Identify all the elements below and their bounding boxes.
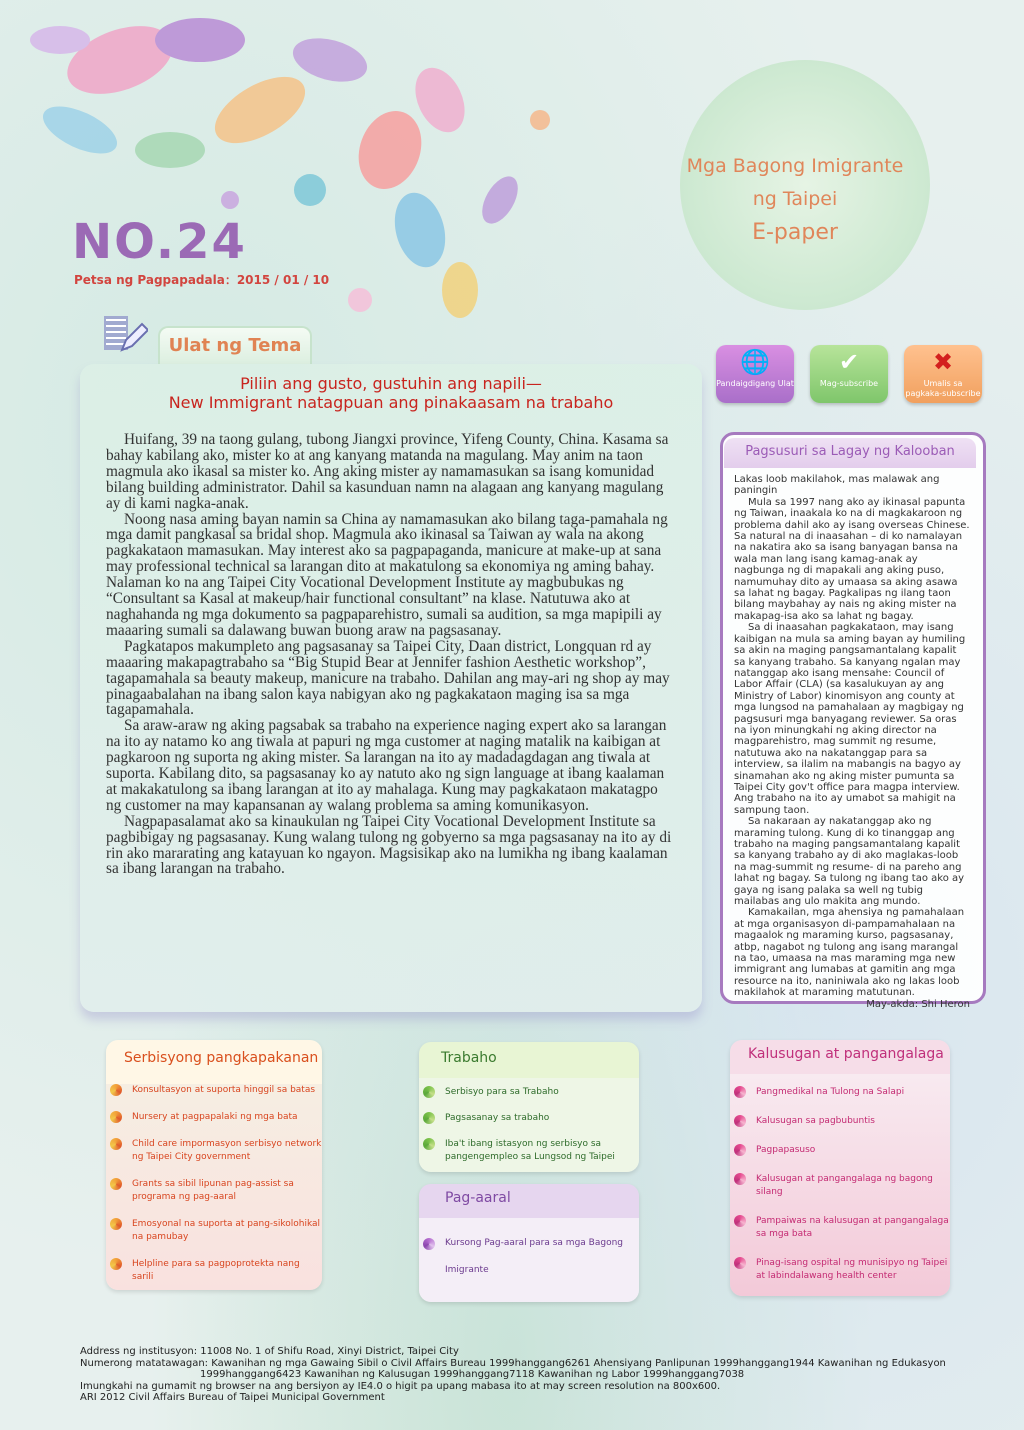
job-box xyxy=(419,1042,639,1172)
issue-date: Petsa ng Pagpapadala：2015 / 01 / 10 xyxy=(74,273,330,287)
footer xyxy=(80,1346,980,1404)
health-link-label: Pagpapasuso xyxy=(756,1145,816,1155)
health-link[interactable] xyxy=(730,1144,950,1157)
sentiment-paragraph: Kamakailan, mga ahensiya ng pamahalaan at mga organisasyon di-pampamahalaan na magaalok ng maraming kurso, pagsasanay, atbp, nagabot ng tulong ang isang marangal na tao, umaasa na mas maraming mga new immigrant ang lumabas at gamitin ang mga resource na ito, naniniwala ako ng lakas loob makilahok at maraming matutunan. xyxy=(734,907,965,999)
article-paragraph: Pagkatapos makumpleto ang pagsasanay sa Taipei City, Daan district, Longquan rd ay maaaring makapagtrabaho sa “Big Stupid Bear at Jennifer fashion Aesthetic workshop”, tagapamahala sa beauty makeup, manicure na trabaho. Dahilan ang may-ari ng shop ay may pinagaabalahan na ibang salon kaya nabigyan ako ng pagkakataon maging isa sa mga tagapamahala. xyxy=(106,637,670,719)
health-link[interactable] xyxy=(730,1086,950,1099)
flower-icon xyxy=(734,1144,746,1156)
welfare-link-label: Helpline para sa pagpoprotekta nang sarili xyxy=(132,1259,300,1282)
welfare-link-label: Child care impormasyon serbisyo network ng Taipei City government xyxy=(132,1139,322,1162)
decorative-splash-art xyxy=(0,0,640,360)
flower-icon xyxy=(110,1138,122,1150)
site-title-epaper: E-paper xyxy=(752,220,838,245)
pencil-icon xyxy=(100,310,148,358)
education-box xyxy=(419,1184,639,1302)
flower-icon xyxy=(734,1115,746,1127)
sentiment-body xyxy=(734,474,970,1010)
sentiment-paragraph: Lakas loob makilahok, mas malawak ang paningin xyxy=(734,474,940,497)
footer-phones: Numerong matatawagan: Kawanihan ng mga Gawaing Sibil o Civil Affairs Bureau 1999hanggang6261 Ahensiyang Panlipunan 1999hanggang1944 Kawanihan ng Edukasyon xyxy=(80,1357,946,1369)
health-link[interactable] xyxy=(730,1173,950,1199)
article-paragraph: Nagpapasalamat ako sa kinaukulan ng Taipei City Vocational Development Institute sa pagbibigay ng pagsasanay. Kung walang tulong ng gobyerno sa mga pagsasanay na ito ay di rin ako mararating ang katayuan ko ngayon. Magsisikap ako na lumikha ng ibang kaalaman sa ibang larangan na trabaho. xyxy=(106,812,672,878)
site-title-line1: Mga Bagong Imigrante xyxy=(686,155,904,177)
sentiment-paragraph: Sa di inaasahan pagkakataon, may isang kaibigan na mula sa aming bayan ay humiling sa akin na maging pangsamantalang kapalit sa kanyang trabaho. Sa kanyang ngalan may natanggap ako isang mensahe: Council of Labor Affair (CLA) (sa kasalukuyan ay ang Ministry of Labor) kinomisyon ang county at mga lungsod na pamahalaan ay magbigay ng pagsusuri mga banyagang reviewer. Sa oras na iyon minungkahi ng aking director na magparehistro, mag summit ng resume, natutuwa ako na nakatanggap para sa interview, sa ilalim na mabangis na bagyo ay sinamahan ako ng aking mister pumunta sa Taipei City gov't office para magpa interview. Ang trabaho na ito ay umabot sa mahigit na sampung taon. xyxy=(734,622,966,816)
job-link-label: Iba't ibang istasyon ng serbisyo sa pangengempleo sa Lungsod ng Taipei xyxy=(445,1139,615,1162)
job-link[interactable] xyxy=(419,1138,639,1164)
sentiment-heading: Pagsusuri sa Lagay ng Kalooban xyxy=(724,438,976,468)
flower-icon xyxy=(423,1238,435,1250)
article-paragraph: Noong nasa aming bayan namin sa China ay namamasukan ako bilang taga-pamahala ng mga damit pangkasal sa bridal shop. Magmula ako ikinasal sa Taiwan ay wala na akong pagkakataon mamasukan. May interest ako sa pagpapaganda, manicure at make-up at sana may professional technical sa larangan dito at makatulong sa ekonomiya ng aming bahay. Nalaman ko na ang Taipei City Vocational Development Institute ay magbubukas ng “Consultant sa Kasal at makeup/hair functional consultant” na klase. Natutuwa ako at naghahanda ng mga dokumento sa pagpaparehistro, sumali sa audition, sa mga mapipili ay maaaring sumali sa dalawang buwan buong araw na pagsasanay. xyxy=(106,510,668,639)
welfare-box xyxy=(106,1040,322,1290)
health-link[interactable] xyxy=(730,1215,950,1241)
flower-icon xyxy=(110,1178,122,1190)
article-title xyxy=(80,374,702,412)
welfare-link[interactable] xyxy=(106,1218,322,1244)
health-link-label: Pinag-isang ospital ng munisipyo ng Taipei at labindalawang health center xyxy=(756,1258,948,1281)
welfare-link[interactable] xyxy=(106,1138,322,1164)
job-link[interactable] xyxy=(419,1112,639,1125)
sentiment-paragraph: Sa nakaraan ay nakatanggap ako ng maraming tulong. Kung di ko tinanggap ang trabaho na maging pangsamantalang kapalit sa kanyang trabaho ay di ako maglakas-loob na mag-summit ng resume- di na pareho ang lahat ng bagay. Sa tulong ng ibang tao ako ay gaya ng isang palaka sa well ng tubig mailabas ang ulo makita ang mundo. xyxy=(734,816,965,908)
welfare-link-label: Konsultasyon at suporta hinggil sa batas xyxy=(132,1085,316,1095)
site-title-line2: ng Taipei xyxy=(752,188,838,210)
subscribe-button-label: Mag-subscribe xyxy=(819,379,879,388)
health-link-label: Pampaiwas na kalusugan at pangangalaga sa mga bata xyxy=(756,1216,949,1239)
sentiment-paragraph: Mula sa 1997 nang ako ay ikinasal papunta ng Taiwan, inaakala ko na di magkakaroon ng problema dahil ako ay isang overseas Chinese. Sa natural na di inaasahan – di ko namalayan na nakatira ako sa isang banyagan bansa na wala man lang isang kamag-anak ay nagbunga ng di mapakali ang aking puso, namumuhay dito ay umaasa sa aking asawa sa lahat ng bagay. Pagkalipas ng ilang taon bilang maybahay ay nais ng aking mister na makapag-isa ako sa lahat ng bagay. xyxy=(734,496,970,622)
job-title: Trabaho xyxy=(441,1050,497,1066)
education-link[interactable] xyxy=(419,1230,639,1284)
welfare-link-label: Nursery at pagpapalaki ng mga bata xyxy=(132,1112,298,1122)
footer-copyright: ARI 2012 Civil Affairs Bureau of Taipei Municipal Government xyxy=(80,1392,385,1403)
flower-icon xyxy=(734,1257,746,1269)
article-paragraph: Huifang, 39 na taong gulang, tubong Jiangxi province, Yifeng County, China. Kasama sa bahay kabilang ako, mister ko at ang kanyang matanda na magulang. May anim na taon magmula ako ikasal sa mister ko. Ang aking mister ay namamasukan sa isang komunidad bilang building administrator. Dahil sa kasunduan namn na alagaan ang kanyang magulang ay di kami nagka-anak. xyxy=(106,431,669,512)
health-link-label: Kalusugan at pangangalaga ng bagong silang xyxy=(756,1174,933,1197)
checkmark-icon: ✔ xyxy=(838,348,860,376)
flower-icon xyxy=(734,1215,746,1227)
welfare-link[interactable] xyxy=(106,1111,322,1124)
flower-icon xyxy=(110,1084,122,1096)
sentiment-author: May-akda: Shi Heron xyxy=(866,998,970,1010)
unsubscribe-button[interactable] xyxy=(904,345,982,403)
job-link-label: Pagsasanay sa trabaho xyxy=(445,1113,550,1123)
education-link-label: Kursong Pag-aaral para sa mga Bagong Imigrante xyxy=(445,1238,623,1275)
flower-icon xyxy=(423,1138,435,1150)
article-paragraph: Sa araw-araw ng aking pagsabak sa trabaho na experience naging expert ako sa larangan na ito ay natamo ko ang tiwala at papuri ng mga customer at naging matalik na kaibigan at pagkaroon ng suporta ng aking mister. Sa larangan na ito ay madadagdagan ang tiwala at suporta. Kabilang dito, sa pagsasanay ko ay natuto ako ng sign language at ibang kaalaman at makakatulong sa ibang larangan at ito ay mahalaga. Kung may pagkakataon makatagpo ng customer na may kapansanan ay walang problema sa aming komunikasyon. xyxy=(106,717,667,814)
flower-icon xyxy=(423,1086,435,1098)
welfare-link-label: Grants sa sibil lipunan pag-assist sa programa ng pag-aaral xyxy=(132,1179,294,1202)
welfare-title: Serbisyong pangkapakanan xyxy=(124,1050,319,1066)
subscribe-button[interactable] xyxy=(810,345,888,403)
health-link[interactable] xyxy=(730,1257,950,1283)
health-link[interactable] xyxy=(730,1115,950,1128)
globe-icon: 🌐 xyxy=(740,348,770,376)
welfare-link-label: Emosyonal na suporta at pang-sikolohikal na pamubay xyxy=(132,1219,321,1242)
issue-number: NO.24 xyxy=(72,214,247,270)
flower-icon xyxy=(110,1218,122,1230)
job-link-label: Serbisyo para sa Trabaho xyxy=(445,1087,559,1097)
welfare-link[interactable] xyxy=(106,1084,322,1097)
topic-tab: Ulat ng Tema xyxy=(158,326,312,364)
article-title-line2: New Immigrant natagpuan ang pinakaasam na trabaho xyxy=(168,393,614,412)
site-title xyxy=(680,150,910,249)
health-title: Kalusugan at pangangalaga xyxy=(748,1046,944,1062)
flower-icon xyxy=(734,1086,746,1098)
footer-browser-note: Imungkahi na gumamit ng browser na ang bersiyon ay IE4.0 o higit pa upang mabasa ito at may screen resolution na 800x600. xyxy=(80,1380,721,1392)
job-link[interactable] xyxy=(419,1086,639,1099)
flower-icon xyxy=(423,1112,435,1124)
flower-icon xyxy=(110,1258,122,1270)
article-body xyxy=(106,432,676,877)
health-link-label: Pangmedikal na Tulong na Salapi xyxy=(756,1087,905,1097)
flower-icon xyxy=(110,1111,122,1123)
share-button[interactable] xyxy=(716,345,794,403)
health-box xyxy=(730,1040,950,1296)
education-title: Pag-aaral xyxy=(445,1190,511,1206)
footer-phones-cont: 1999hanggang6423 Kawanihan ng Kalusugan 1999hanggang7118 Kawanihan ng Labor 1999hanggang7038 xyxy=(200,1369,745,1380)
health-link-label: Kalusugan sa pagbubuntis xyxy=(756,1116,875,1126)
welfare-link[interactable] xyxy=(106,1258,322,1284)
footer-address: Address ng institusyon: 11008 No. 1 of Shifu Road, Xinyi District, Taipei City xyxy=(80,1346,459,1357)
close-icon: ✖ xyxy=(932,348,954,376)
share-button-label: Pandaigdigang Ulat xyxy=(716,379,794,388)
article-title-line1: Piliin ang gusto, gustuhin ang napili— xyxy=(240,374,542,393)
flower-icon xyxy=(734,1173,746,1185)
welfare-link[interactable] xyxy=(106,1178,322,1204)
unsubscribe-button-label: Umalis sa pagkaka-subscribe xyxy=(905,379,981,398)
